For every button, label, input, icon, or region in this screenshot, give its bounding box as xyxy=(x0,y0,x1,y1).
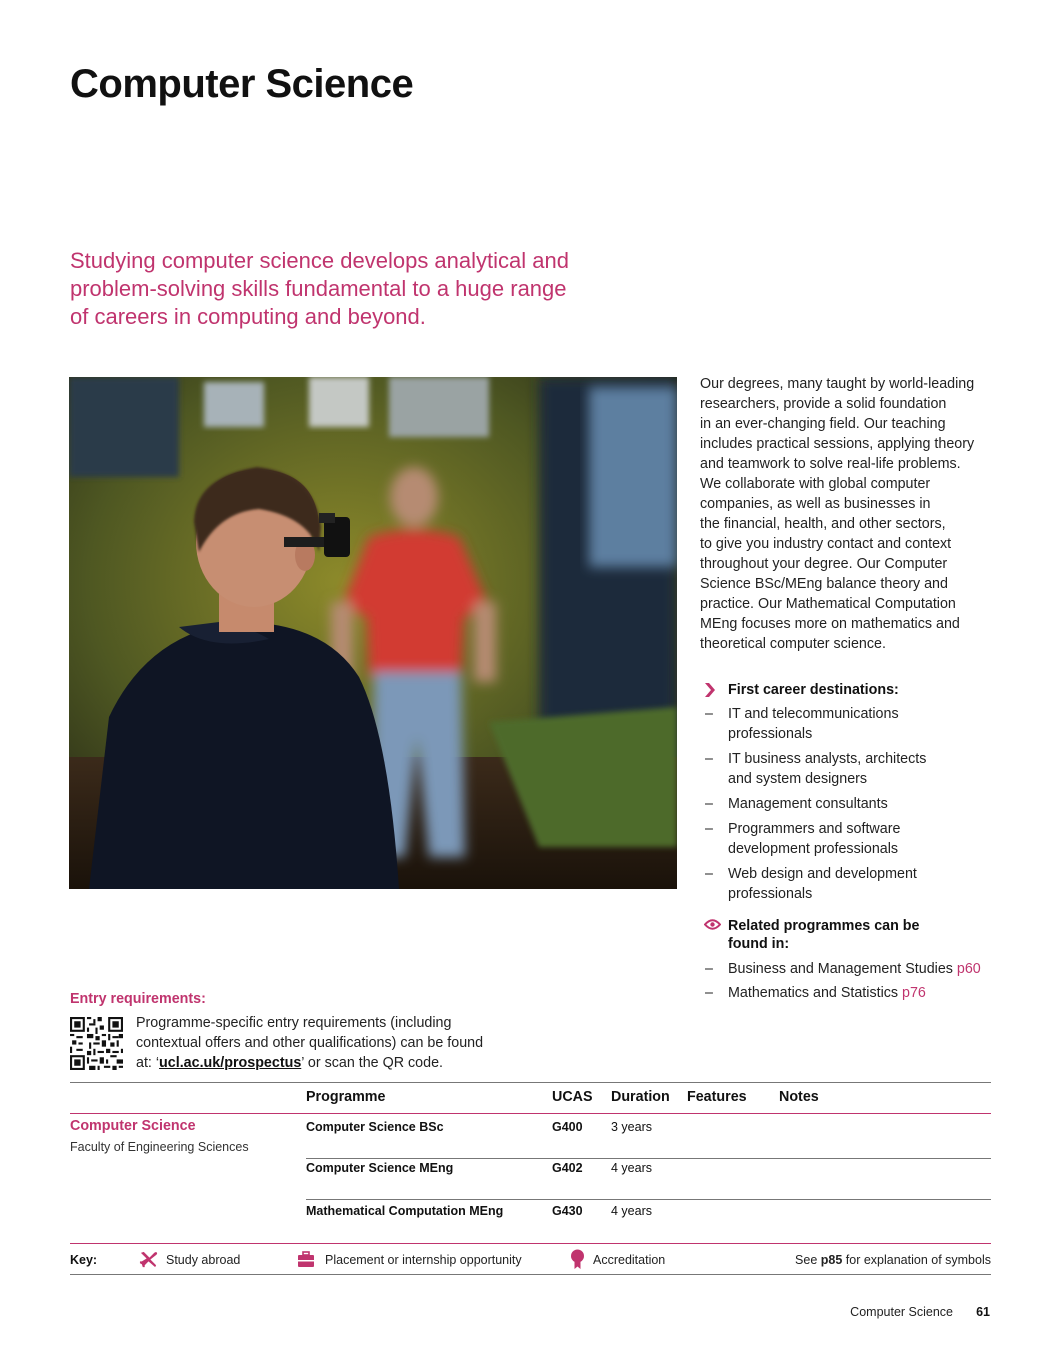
entry-line: contextual offers and other qualifications) can be found xyxy=(136,1035,484,1051)
related-heading-line: found in: xyxy=(728,936,790,952)
duration: 4 years xyxy=(611,1161,652,1175)
list-item-text: Web design and development xyxy=(728,866,917,882)
key-see-text: See xyxy=(795,1253,821,1267)
chevron-right-icon xyxy=(704,683,716,697)
page-number: 61 xyxy=(976,1305,990,1319)
intro-line: problem-solving skills fundamental to a huge range xyxy=(70,276,567,301)
rosette-icon xyxy=(570,1249,585,1270)
row-divider xyxy=(306,1199,991,1200)
description-line: to give you industry contact and context xyxy=(700,536,952,552)
header-ucas: UCAS xyxy=(552,1089,593,1105)
list-item-text: development professionals xyxy=(728,841,899,857)
header-features: Features xyxy=(687,1089,747,1105)
list-item-text: Business and Management Studies xyxy=(728,961,957,977)
entry-requirements-title: Entry requirements: xyxy=(70,991,206,1007)
careers-heading: First career destinations: xyxy=(728,682,899,698)
description-line: practice. Our Mathematical Computation xyxy=(700,596,956,612)
list-item-text: and system designers xyxy=(728,771,868,787)
description-line: Science BSc/MEng balance theory and xyxy=(700,576,948,592)
briefcase-icon xyxy=(297,1251,315,1268)
list-item xyxy=(705,794,1005,814)
related-heading xyxy=(728,917,920,953)
intro-line: Studying computer science develops analytical and xyxy=(70,248,569,273)
dash-bullet: – xyxy=(705,961,713,977)
key-placement: Placement or internship opportunity xyxy=(325,1253,522,1267)
plane-icon xyxy=(139,1250,158,1269)
programme-name: Computer Science BSc xyxy=(306,1120,444,1134)
row-divider xyxy=(306,1158,991,1159)
intro-line: of careers in computing and beyond. xyxy=(70,304,426,329)
footer-section: Computer Science xyxy=(850,1305,953,1319)
dash-bullet: – xyxy=(705,751,713,767)
entry-text-fragment: ’ or scan the QR code. xyxy=(301,1055,443,1071)
prospectus-link[interactable]: ucl.ac.uk/prospectus xyxy=(159,1055,302,1071)
header-programme: Programme xyxy=(306,1089,386,1105)
faculty-name: Faculty of Engineering Sciences xyxy=(70,1140,249,1154)
dash-bullet: – xyxy=(705,706,713,722)
list-item xyxy=(705,983,1005,1003)
description-line: throughout your degree. Our Computer xyxy=(700,556,948,572)
careers-list xyxy=(705,704,1005,909)
programme-name: Mathematical Computation MEng xyxy=(306,1204,504,1218)
description-line: in an ever-changing field. Our teaching xyxy=(700,416,946,432)
list-item xyxy=(705,864,1005,904)
list-item xyxy=(705,959,1005,979)
entry-line: Programme-specific entry requirements (including xyxy=(136,1015,452,1031)
dash-bullet: – xyxy=(705,985,713,1001)
entry-requirements-text xyxy=(136,1013,516,1073)
list-item-text: Mathematics and Statistics xyxy=(728,985,903,1001)
page-title: Computer Science xyxy=(70,62,414,106)
key-see-text: for explanation of symbols xyxy=(842,1253,991,1267)
description-line: MEng focuses more on mathematics and xyxy=(700,616,960,632)
dash-bullet: – xyxy=(705,796,713,812)
duration: 3 years xyxy=(611,1120,652,1134)
description-line: theoretical computer science. xyxy=(700,636,886,652)
key-bottom-rule xyxy=(70,1274,991,1275)
description-line: Our degrees, many taught by world-leading xyxy=(700,376,975,392)
entry-text-fragment: at: ‘ xyxy=(136,1055,160,1071)
related-heading-line: Related programmes can be xyxy=(728,918,920,934)
table-header-rule xyxy=(70,1113,991,1114)
entry-line xyxy=(136,1053,516,1073)
qr-code[interactable] xyxy=(70,1017,123,1070)
description-line: researchers, provide a solid foundation xyxy=(700,396,947,412)
list-item-text: professionals xyxy=(728,886,813,902)
key-see-note xyxy=(795,1253,991,1267)
list-item-text: Programmers and software xyxy=(728,821,901,837)
list-item xyxy=(705,704,1005,744)
list-item-text: IT business analysts, architects xyxy=(728,751,927,767)
intro-statement xyxy=(70,247,610,331)
table-top-rule xyxy=(70,1082,991,1083)
key-label: Key: xyxy=(70,1253,98,1267)
dash-bullet: – xyxy=(705,866,713,882)
page-link[interactable]: p76 xyxy=(902,985,926,1001)
photo-illustration xyxy=(69,377,677,889)
key-see-page[interactable]: p85 xyxy=(820,1253,843,1267)
ucas-code: G402 xyxy=(552,1161,583,1175)
page-link[interactable]: p60 xyxy=(956,961,981,977)
list-item-text: Management consultants xyxy=(728,796,888,812)
list-item-text: IT and telecommunications xyxy=(728,706,899,722)
description-text xyxy=(700,374,1000,654)
key-accreditation: Accreditation xyxy=(593,1253,666,1267)
header-notes: Notes xyxy=(779,1089,819,1105)
list-item xyxy=(705,749,1005,789)
student-vr-photo xyxy=(69,377,677,889)
eye-icon xyxy=(704,919,721,930)
description-line: includes practical sessions, applying theory xyxy=(700,436,975,452)
dash-bullet: – xyxy=(705,821,713,837)
subject-name: Computer Science xyxy=(70,1118,196,1134)
related-list xyxy=(705,959,1005,1008)
programme-name: Computer Science MEng xyxy=(306,1161,454,1175)
list-item xyxy=(705,819,1005,859)
key-top-rule xyxy=(70,1243,991,1244)
description-line: the financial, health, and other sectors, xyxy=(700,516,946,532)
description-line: We collaborate with global computer xyxy=(700,476,931,492)
key-study-abroad: Study abroad xyxy=(166,1253,241,1267)
list-item-text: professionals xyxy=(728,726,813,742)
duration: 4 years xyxy=(611,1204,652,1218)
header-duration: Duration xyxy=(611,1089,670,1105)
ucas-code: G400 xyxy=(552,1120,583,1134)
description-line: companies, as well as businesses in xyxy=(700,496,931,512)
description-line: and teamwork to solve real-life problems. xyxy=(700,456,961,472)
ucas-code: G430 xyxy=(552,1204,583,1218)
